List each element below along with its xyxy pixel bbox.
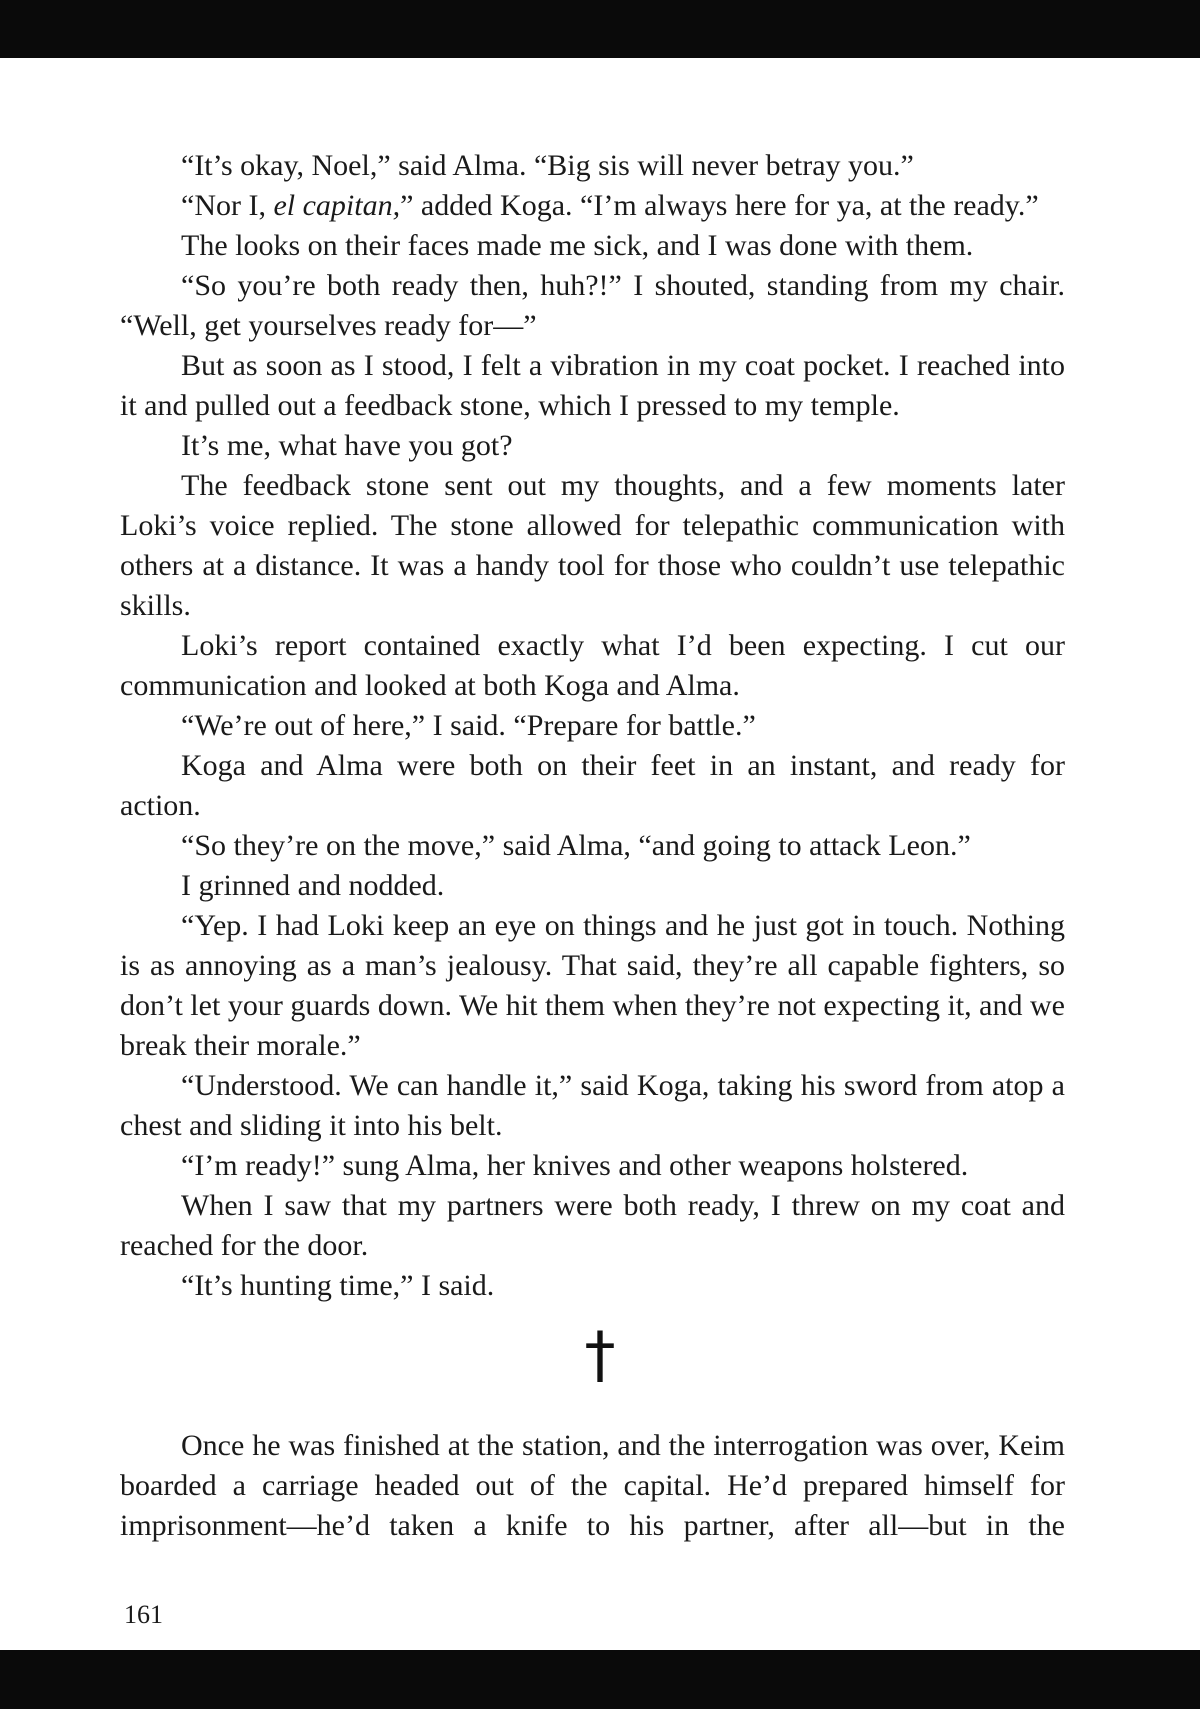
paragraph: “So they’re on the move,” said Alma, “and going to attack Leon.” <box>181 829 971 862</box>
paragraph: I grinned and nodded. <box>181 869 445 902</box>
page-number: 161 <box>124 1600 163 1629</box>
paragraph: “Understood. We can handle it,” said Koga, taking his sword from atop a chest and sliding it into his belt. <box>120 1069 1065 1142</box>
paragraph: The looks on their faces made me sick, and I was done with them. <box>181 229 974 262</box>
paragraph: But as soon as I stood, I felt a vibration in my coat pocket. I reached into it and pulled out a feedback stone, which I pressed to my temple. <box>120 349 1065 422</box>
paragraph: Loki’s report contained exactly what I’d been expecting. I cut our communication and looked at both Koga and Alma. <box>120 629 1065 702</box>
paragraph: “It’s hunting time,” I said. <box>181 1269 495 1302</box>
paragraph: The feedback stone sent out my thoughts, and a few moments later Loki’s voice replied. The stone allowed for telepathic communication with others at a distance. It was a handy tool for those who couldn’t use telepathic skills. <box>120 469 1065 622</box>
paragraph: “So you’re both ready then, huh?!” I shouted, standing from my chair. “Well, get yourselves ready for—” <box>120 269 1065 342</box>
paragraph: “I’m ready!” sung Alma, her knives and other weapons holstered. <box>181 1149 969 1182</box>
top-border <box>0 0 1200 58</box>
paragraph: It’s me, what have you got? <box>181 429 513 462</box>
dagger-section-break: † <box>584 1318 616 1391</box>
paragraph: “Nor I, el capitan,” added Koga. “I’m always here for ya, at the ready.” <box>181 189 1039 222</box>
continuation-text <box>120 1426 1065 1546</box>
italic-phrase: el capitan, <box>273 189 401 222</box>
paragraph: “It’s okay, Noel,” said Alma. “Big sis will never betray you.” <box>181 149 914 182</box>
paragraph: Once he was finished at the station, and the interrogation was over, Keim boarded a carriage headed out of the capital. He’d prepared himself for imprisonment—he’d taken a knife to his partner, after all—but in the <box>120 1429 1065 1542</box>
paragraph: “We’re out of here,” I said. “Prepare for battle.” <box>181 709 756 742</box>
bottom-border <box>0 1650 1200 1709</box>
body-text <box>120 146 1065 1306</box>
paragraph: “Yep. I had Loki keep an eye on things and he just got in touch. Nothing is as annoying as a man’s jealousy. That said, they’re all capable fighters, so don’t let your guards down. We hit them when they’re not expecting it, and we break their morale.” <box>120 909 1065 1062</box>
book-page <box>0 58 1200 1650</box>
paragraph: Koga and Alma were both on their feet in an instant, and ready for action. <box>120 749 1065 822</box>
paragraph: When I saw that my partners were both ready, I threw on my coat and reached for the door. <box>120 1189 1065 1262</box>
